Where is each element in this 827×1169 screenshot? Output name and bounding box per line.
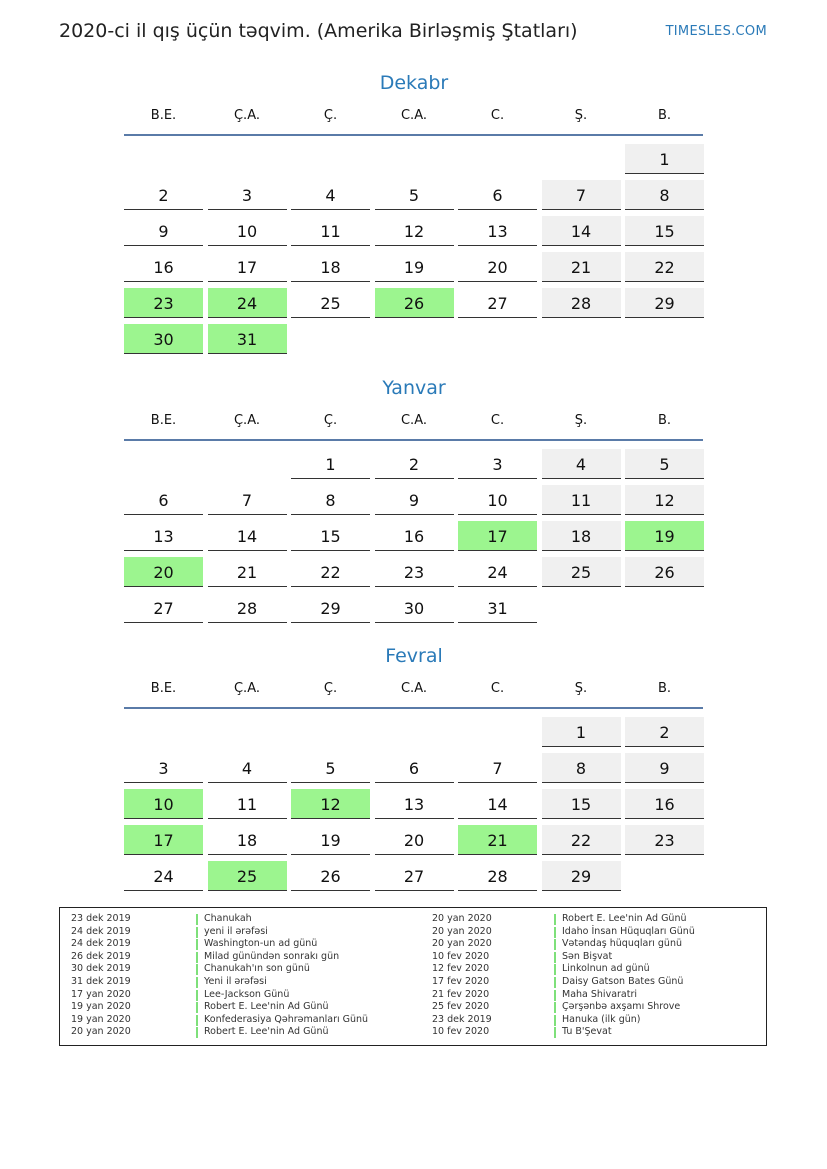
day-cell[interactable]: 10 [124,789,203,819]
legend-date: 12 fev 2020 [432,963,490,975]
weekday-header: Ç. [323,413,338,428]
header-rule [124,439,703,441]
legend-marker [554,939,556,950]
weekday-header: Ç. [323,681,338,696]
day-cell[interactable]: 3 [208,180,287,210]
legend-date: 25 fev 2020 [432,1001,490,1013]
legend-marker [554,1027,556,1038]
day-cell[interactable]: 9 [124,216,203,246]
legend-marker [196,927,198,938]
legend-holiday-name: Lee-Jackson Günü [204,988,290,1000]
day-cell[interactable]: 12 [625,485,704,515]
day-cell[interactable]: 25 [291,288,370,318]
day-cell[interactable]: 30 [124,324,203,354]
legend-holiday-name: Maha Shivaratri [562,988,638,1000]
day-cell[interactable]: 20 [375,825,454,855]
day-cell[interactable]: 18 [208,825,287,855]
weekday-header: C. [490,413,505,428]
weekday-header: Ç.A. [233,413,260,428]
weekday-header: Ş. [574,108,588,123]
legend-date: 17 fev 2020 [432,976,490,987]
day-cell[interactable]: 17 [124,825,203,855]
day-cell[interactable]: 5 [375,180,454,210]
day-cell[interactable]: 11 [542,485,621,515]
legend-holiday-name: Vətəndaş hüquqları günü [562,938,682,950]
day-cell[interactable]: 15 [542,789,621,819]
day-cell[interactable]: 5 [291,753,370,783]
day-cell[interactable]: 24 [458,557,537,587]
legend-marker [196,1027,198,1038]
legend-holiday-name: Chanukah'ın son günü [204,963,310,975]
weekday-header: C. [490,108,505,123]
legend-date: 21 fev 2020 [432,988,490,1000]
legend-holiday-name: Washington-un ad günü [204,938,318,950]
day-cell[interactable]: 8 [625,180,704,210]
legend-holiday-name: Çərşənbə axşamı Shrove [562,1001,681,1013]
legend-date: 31 dek 2019 [71,976,131,987]
legend-holiday-name: Robert E. Lee'nin Ad Günü [204,1026,329,1038]
day-cell[interactable]: 4 [291,180,370,210]
day-cell[interactable]: 23 [124,288,203,318]
day-cell[interactable]: 18 [291,252,370,282]
day-cell[interactable]: 20 [458,252,537,282]
day-cell[interactable]: 7 [542,180,621,210]
legend-holiday-name: Daisy Gatson Bates Günü [562,976,684,987]
legend-marker [196,990,198,1001]
month-name: Dekabr [379,72,449,94]
legend-date: 20 yan 2020 [432,913,492,924]
day-cell[interactable]: 16 [625,789,704,819]
day-cell[interactable]: 22 [542,825,621,855]
day-cell[interactable]: 3 [458,449,537,479]
legend-date: 19 yan 2020 [71,1013,131,1025]
legend-date: 23 dek 2019 [71,913,131,924]
day-cell[interactable]: 15 [291,521,370,551]
day-cell[interactable]: 28 [542,288,621,318]
weekday-header: Ç. [323,108,338,123]
legend-marker [196,914,198,925]
legend-holiday-name: Yeni il ərəfəsi [204,976,267,987]
day-cell[interactable]: 3 [124,753,203,783]
day-cell[interactable]: 12 [291,789,370,819]
legend-marker [554,952,556,963]
day-cell[interactable]: 25 [208,861,287,891]
month-name: Fevral [385,645,443,667]
day-cell[interactable]: 8 [542,753,621,783]
day-cell[interactable]: 7 [208,485,287,515]
legend-marker [554,977,556,988]
day-cell[interactable]: 17 [458,521,537,551]
legend-marker [196,977,198,988]
legend-date: 20 yan 2020 [432,925,492,937]
legend-marker [554,990,556,1001]
weekday-header: B. [657,108,672,123]
legend-holiday-name: Milad günündən sonrakı gün [204,950,340,962]
weekday-header: C.A. [400,413,427,428]
legend-date: 20 yan 2020 [432,938,492,950]
weekday-header: C.A. [400,108,427,123]
day-cell[interactable]: 23 [625,825,704,855]
day-cell[interactable]: 27 [375,861,454,891]
day-cell[interactable]: 14 [208,521,287,551]
day-cell[interactable]: 9 [375,485,454,515]
month-january [124,377,704,632]
day-cell[interactable]: 17 [208,252,287,282]
day-cell[interactable]: 19 [291,825,370,855]
brand-link[interactable]: TIMESLES.COM [665,24,767,39]
day-cell[interactable]: 28 [458,861,537,891]
day-cell[interactable]: 1 [291,449,370,479]
day-cell[interactable]: 1 [542,717,621,747]
day-cell[interactable]: 4 [542,449,621,479]
day-cell[interactable]: 24 [124,861,203,891]
day-cell[interactable]: 14 [542,216,621,246]
legend-date: 19 yan 2020 [71,1001,131,1013]
day-cell[interactable]: 21 [458,825,537,855]
day-cell[interactable]: 13 [124,521,203,551]
day-cell[interactable]: 16 [124,252,203,282]
day-cell[interactable]: 13 [458,216,537,246]
weekday-header: Ş. [574,413,588,428]
day-cell[interactable]: 16 [375,521,454,551]
legend-holiday-name: Idaho İnsan Hüquqları Günü [562,925,695,937]
weekday-header: B.E. [150,108,177,123]
day-cell[interactable]: 13 [375,789,454,819]
weekday-header: B. [657,413,672,428]
day-cell[interactable]: 14 [458,789,537,819]
holiday-legend [59,907,767,1046]
day-cell[interactable]: 6 [124,485,203,515]
day-cell[interactable]: 6 [375,753,454,783]
weekday-header: B. [657,681,672,696]
legend-holiday-name: Robert E. Lee'nin Ad Günü [204,1001,329,1013]
legend-holiday-name: Konfederasiya Qəhrəmanları Günü [204,1013,369,1025]
day-cell[interactable]: 28 [208,593,287,623]
day-cell[interactable]: 30 [375,593,454,623]
legend-date: 30 dek 2019 [71,963,131,975]
day-cell[interactable]: 19 [625,521,704,551]
weekday-header: Ç.A. [233,108,260,123]
month-name: Yanvar [382,377,446,399]
day-cell[interactable]: 1 [625,144,704,174]
day-cell[interactable]: 22 [625,252,704,282]
day-cell[interactable]: 5 [625,449,704,479]
day-cell[interactable]: 26 [291,861,370,891]
legend-marker [196,952,198,963]
day-cell[interactable]: 8 [291,485,370,515]
legend-marker [196,1002,198,1013]
legend-date: 24 dek 2019 [71,938,131,950]
weekday-header: Ç.A. [233,681,260,696]
day-cell[interactable]: 2 [124,180,203,210]
legend-holiday-name: Chanukah [204,913,252,924]
day-cell[interactable]: 12 [375,216,454,246]
day-cell[interactable]: 11 [208,789,287,819]
day-cell[interactable]: 26 [375,288,454,318]
legend-holiday-name: Hanuka (ilk gün) [562,1013,641,1025]
day-cell[interactable]: 21 [542,252,621,282]
day-cell[interactable]: 27 [124,593,203,623]
legend-marker [554,927,556,938]
day-cell[interactable]: 2 [625,717,704,747]
day-cell[interactable]: 20 [124,557,203,587]
day-cell[interactable]: 23 [375,557,454,587]
day-cell[interactable]: 26 [625,557,704,587]
day-cell[interactable]: 29 [625,288,704,318]
legend-marker [554,964,556,975]
day-cell[interactable]: 19 [375,252,454,282]
legend-date: 10 fev 2020 [432,950,490,962]
weekday-header: C. [490,681,505,696]
weekday-header: B.E. [150,413,177,428]
header-rule [124,707,703,709]
day-cell[interactable]: 15 [625,216,704,246]
day-cell[interactable]: 29 [542,861,621,891]
weekday-header: Ş. [574,681,588,696]
day-cell[interactable]: 18 [542,521,621,551]
legend-marker [196,964,198,975]
legend-date: 23 dek 2019 [432,1013,492,1025]
legend-date: 20 yan 2020 [71,1026,131,1038]
legend-holiday-name: Sən Bişvat [562,950,613,962]
legend-marker [196,1015,198,1026]
day-cell[interactable]: 24 [208,288,287,318]
page-title: 2020-ci il qış üçün təqvim. (Amerika Birləşmiş Ştatları) [59,20,578,42]
legend-marker [196,939,198,950]
day-cell[interactable]: 22 [291,557,370,587]
legend-date: 10 fev 2020 [432,1026,490,1038]
day-cell[interactable]: 29 [291,593,370,623]
day-cell[interactable]: 11 [291,216,370,246]
day-cell[interactable]: 31 [458,593,537,623]
weekday-header: B.E. [150,681,177,696]
legend-marker [554,1015,556,1026]
legend-holiday-name: Linkolnun ad günü [562,963,650,975]
day-cell[interactable]: 10 [458,485,537,515]
legend-date: 26 dek 2019 [71,950,131,962]
legend-date: 17 yan 2020 [71,988,131,1000]
header-rule [124,134,703,136]
legend-marker [554,1002,556,1013]
day-cell[interactable]: 6 [458,180,537,210]
legend-holiday-name: Tu B'Şevat [562,1026,612,1038]
legend-holiday-name: yeni il ərəfəsi [204,925,268,937]
day-cell[interactable]: 7 [458,753,537,783]
day-cell[interactable]: 21 [208,557,287,587]
month-december [124,72,704,362]
day-cell[interactable]: 4 [208,753,287,783]
weekday-header: C.A. [400,681,427,696]
day-cell[interactable]: 25 [542,557,621,587]
day-cell[interactable]: 2 [375,449,454,479]
legend-holiday-name: Robert E. Lee'nin Ad Günü [562,913,687,924]
day-cell[interactable]: 27 [458,288,537,318]
legend-date: 24 dek 2019 [71,925,131,937]
legend-marker [554,914,556,925]
day-cell[interactable]: 31 [208,324,287,354]
day-cell[interactable]: 9 [625,753,704,783]
month-february [124,645,704,900]
day-cell[interactable]: 10 [208,216,287,246]
